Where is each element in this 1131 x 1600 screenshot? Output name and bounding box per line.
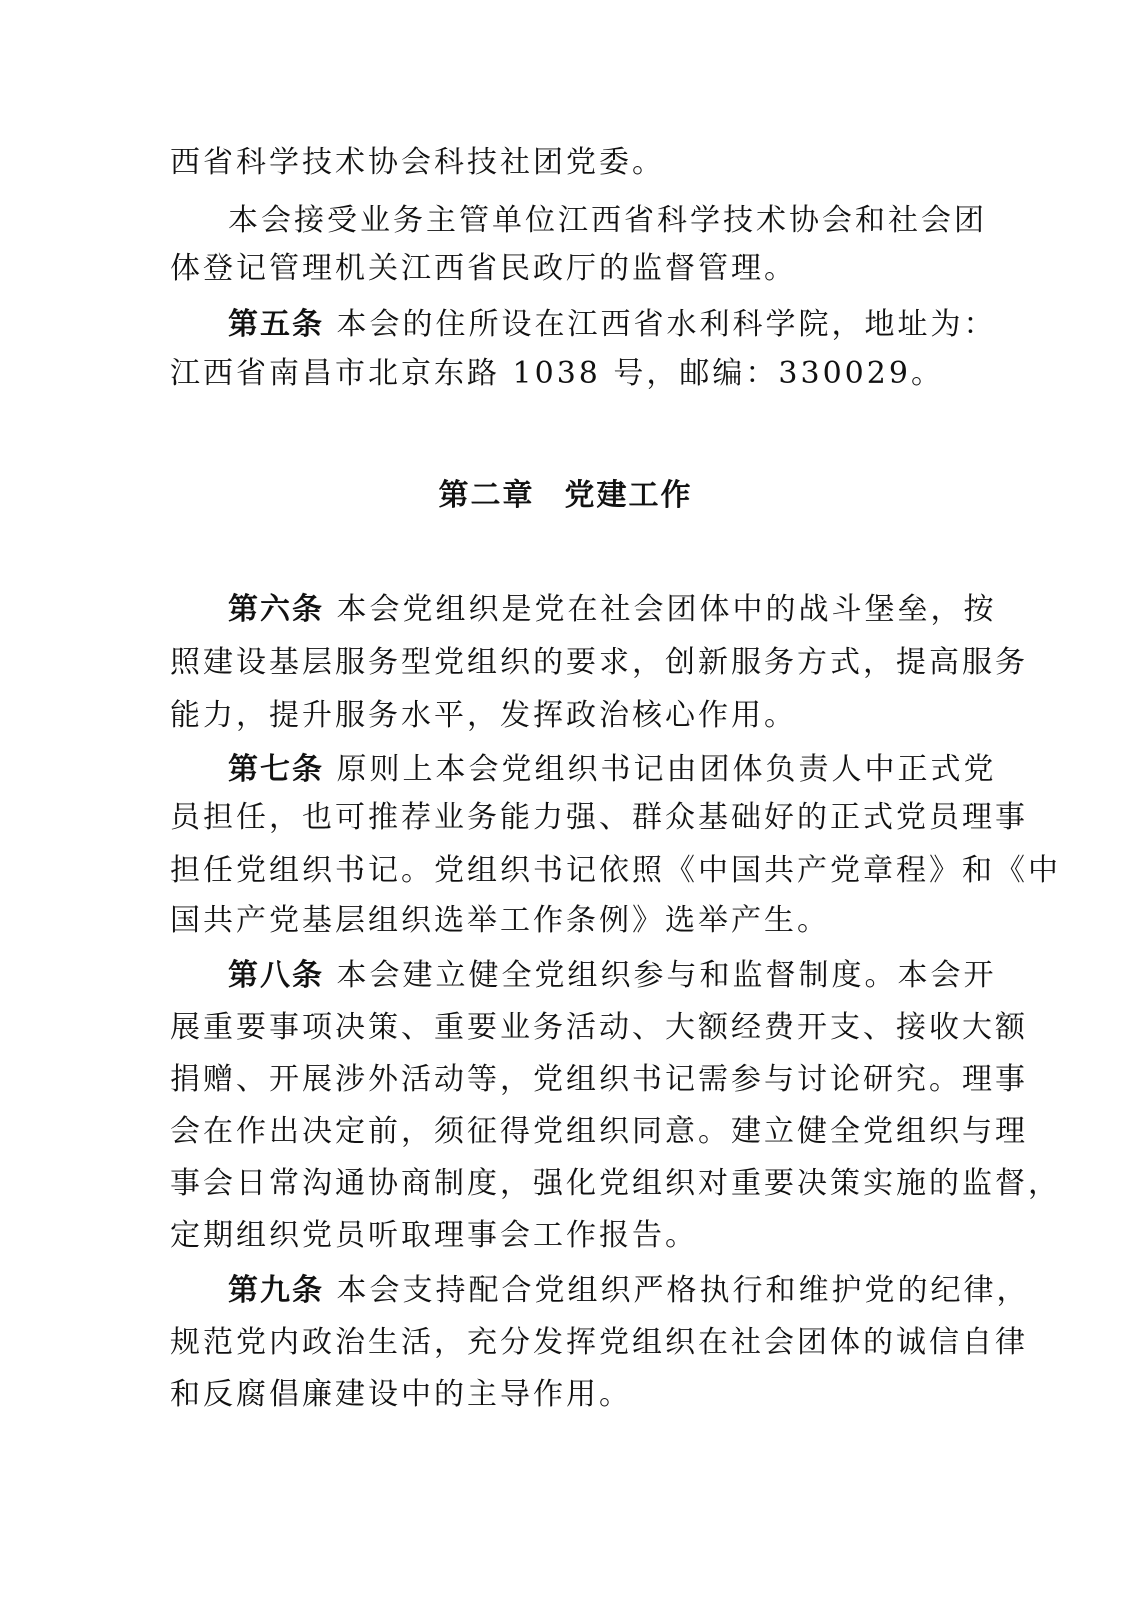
article-8-line [228,958,997,994]
article-6-label: 第六条 [228,592,324,627]
article-5-text: 本会的住所设在江西省水利科学院，地址为： [336,307,997,342]
paragraph-line: 体登记管理机关江西省民政厅的监督管理。 [170,251,797,286]
article-5-line [228,307,997,343]
chapter-heading [0,478,1131,514]
article-6-text: 本会党组织是党在社会团体中的战斗堡垒，按 [336,592,997,627]
paragraph-line: 和反腐倡廉建设中的主导作用。 [170,1377,632,1412]
paragraph-line: 展重要事项决策、重要业务活动、大额经费开支、接收大额 [170,1010,1028,1045]
paragraph-line: 江西省南昌市北京东路 1038 号，邮编：330029。 [170,356,944,391]
paragraph-line: 员担任，也可推荐业务能力强、群众基础好的正式党员理事 [170,800,1028,835]
article-7-label: 第七条 [228,752,324,787]
article-9-text: 本会支持配合党组织严格执行和维护党的纪律， [336,1273,1030,1308]
article-7-line [228,752,997,788]
article-9-line [228,1273,1030,1309]
article-7-text: 原则上本会党组织书记由团体负责人中正式党 [336,752,997,787]
paragraph-line: 本会接受业务主管单位江西省科学技术协会和社会团 [228,203,987,238]
paragraph-line: 照建设基层服务型党组织的要求，创新服务方式，提高服务 [170,645,1028,680]
paragraph-line: 规范党内政治生活，充分发挥党组织在社会团体的诚信自律 [170,1325,1028,1360]
article-6-line [228,592,997,628]
article-5-label: 第五条 [228,307,324,342]
article-8-text: 本会建立健全党组织参与和监督制度。本会开 [336,958,997,993]
chapter-title: 党建工作 [564,478,693,513]
paragraph-line: 事会日常沟通协商制度，强化党组织对重要决策实施的监督， [170,1166,1061,1201]
article-9-label: 第九条 [228,1273,324,1308]
paragraph-line: 能力，提升服务水平，发挥政治核心作用。 [170,698,797,733]
article-8-label: 第八条 [228,958,324,993]
paragraph-line: 担任党组织书记。党组织书记依照《中国共产党章程》和《中 [170,853,1061,888]
paragraph-line: 会在作出决定前，须征得党组织同意。建立健全党组织与理 [170,1114,1028,1149]
paragraph-line: 国共产党基层组织选举工作条例》选举产生。 [170,903,830,938]
chapter-number: 第二章 [438,478,535,513]
paragraph-line: 定期组织党员听取理事会工作报告。 [170,1218,698,1253]
paragraph-line: 西省科学技术协会科技社团党委。 [170,145,665,180]
paragraph-line: 捐赠、开展涉外活动等，党组织书记需参与讨论研究。理事 [170,1062,1028,1097]
